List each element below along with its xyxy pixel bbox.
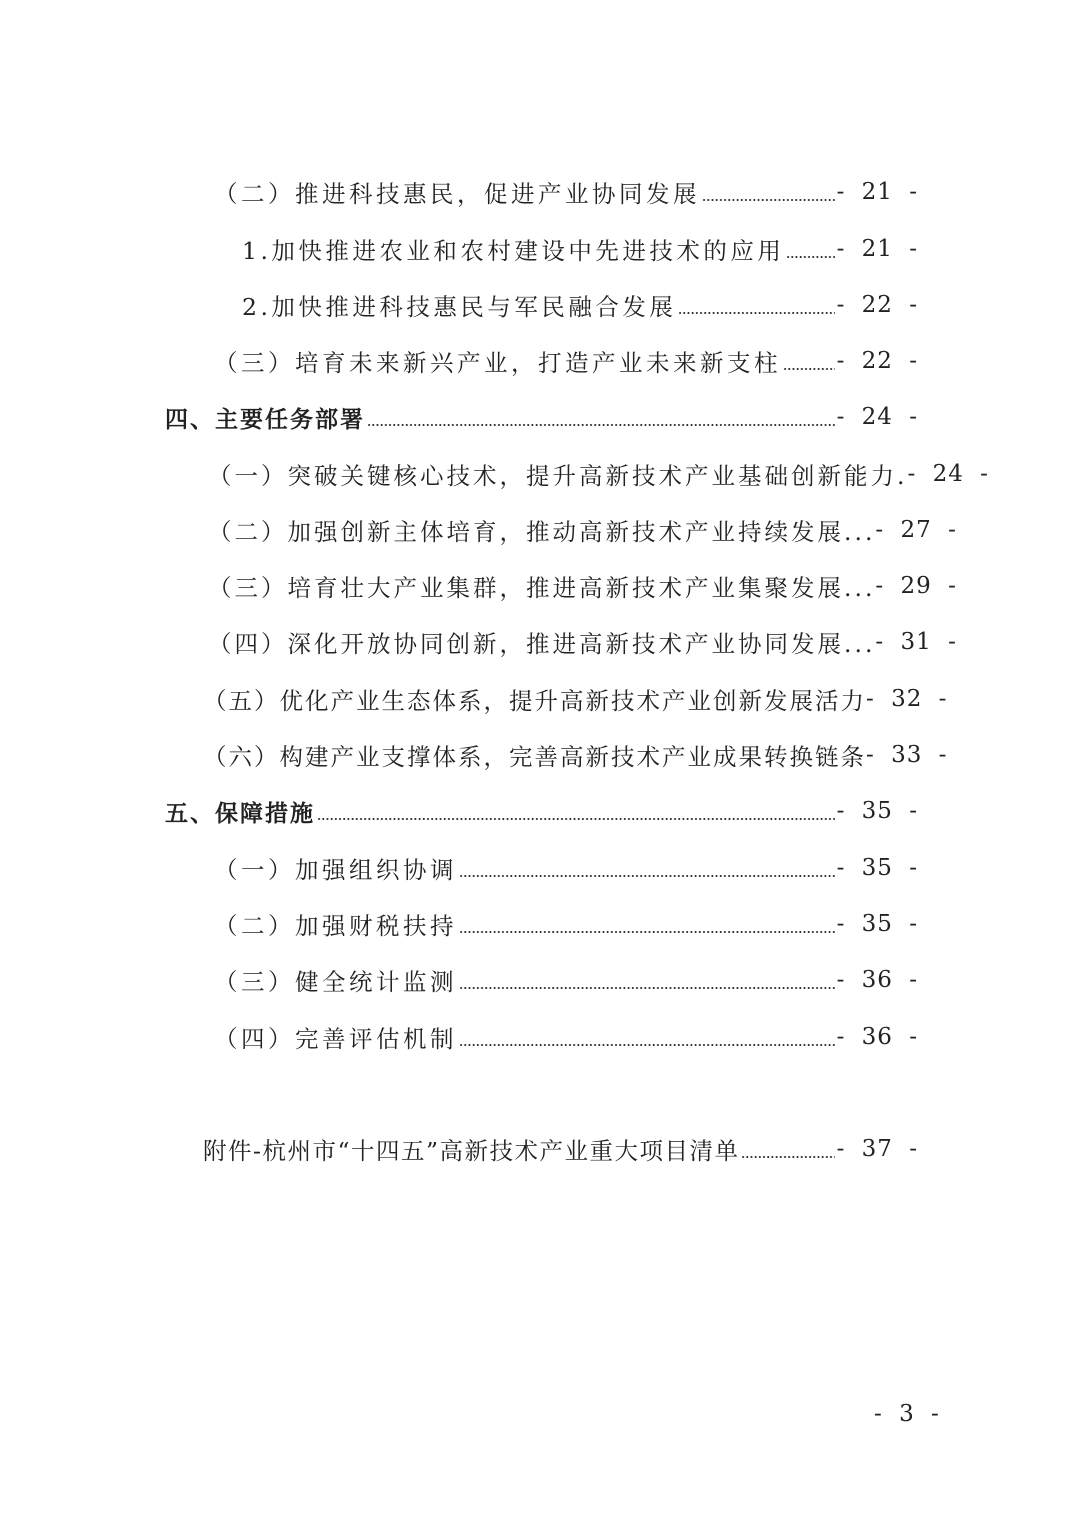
toc-entry[interactable]: [208, 510, 957, 550]
toc-entry[interactable]: [203, 679, 948, 719]
toc-entry[interactable]: [214, 341, 918, 381]
toc-entry-page: - 21 -: [836, 236, 918, 262]
toc-entry-page: - 36 -: [836, 1024, 918, 1050]
toc-entry-title: 五、保障措施: [165, 800, 315, 827]
toc-entry[interactable]: [242, 229, 918, 269]
toc-leader-dots: [459, 987, 835, 989]
toc-entry-page: - 33 -: [866, 742, 948, 768]
toc-entry-page: - 35 -: [836, 798, 918, 824]
toc-leader-dots: [459, 1044, 835, 1046]
toc-entry[interactable]: [165, 397, 918, 437]
toc-leader-dots: [459, 875, 835, 877]
toc-entry-page: - 32 -: [866, 686, 948, 712]
toc-entry[interactable]: [208, 566, 957, 606]
toc-entry-page: - 37 -: [836, 1136, 918, 1162]
toc-entry-title: （二）加强创新主体培育，推动高新技术产业持续发展...: [208, 518, 876, 546]
toc-entry-title: （五）优化产业生态体系，提升高新技术产业创新发展活力: [203, 687, 866, 715]
toc-leader-dots: [459, 931, 835, 933]
page-number: - 3 -: [874, 1401, 940, 1427]
toc-entry[interactable]: [208, 454, 989, 494]
toc-entry[interactable]: [165, 791, 918, 831]
toc-entry-title: 2.加快推进科技惠民与军民融合发展: [242, 293, 677, 321]
toc-entry-title: （六）构建产业支撑体系，完善高新技术产业成果转换链条: [203, 743, 866, 771]
toc-leader-dots: [783, 368, 835, 370]
toc-entry-page: - 27 -: [875, 517, 957, 543]
toc-entry[interactable]: [203, 1129, 918, 1169]
toc-entry-page: - 31 -: [875, 629, 957, 655]
toc-leader-dots: [317, 818, 835, 820]
toc-entry-page: - 22 -: [836, 348, 918, 374]
toc-entry-title: （四）深化开放协同创新，推进高新技术产业协同发展...: [208, 630, 876, 658]
toc-leader-dots: [741, 1156, 834, 1158]
toc-entry-title: 四、主要任务部署: [165, 406, 365, 433]
toc-leader-dots: [702, 199, 835, 201]
toc-leader-dots: [678, 312, 834, 314]
toc-entry-title: （二）加强财税扶持: [214, 912, 457, 940]
toc-entry-title: 附件-杭州市“十四五”高新技术产业重大项目清单: [203, 1137, 740, 1165]
toc-entry-title: （四）完善评估机制: [214, 1025, 457, 1053]
toc-entry[interactable]: [208, 622, 957, 662]
toc-entry-page: - 24 -: [836, 404, 918, 430]
toc-entry-title: （一）加强组织协调: [214, 856, 457, 884]
toc-entry[interactable]: [214, 848, 918, 888]
toc-entry[interactable]: [214, 172, 918, 212]
toc-entry-title: （一）突破关键核心技术，提升高新技术产业基础创新能力.: [208, 462, 908, 490]
toc-entry-page: - 36 -: [836, 967, 918, 993]
toc-entry-title: （三）培育壮大产业集群，推进高新技术产业集聚发展...: [208, 574, 876, 602]
toc-entry-title: （二）推进科技惠民，促进产业协同发展: [214, 180, 700, 208]
toc-entry-page: - 29 -: [875, 573, 957, 599]
toc-entry[interactable]: [214, 960, 918, 1000]
toc-entry[interactable]: [203, 735, 948, 775]
toc-entry-page: - 21 -: [836, 179, 918, 205]
toc-entry-page: - 22 -: [836, 292, 918, 318]
toc-entry-page: - 24 -: [907, 461, 989, 487]
toc-entry-page: - 35 -: [836, 855, 918, 881]
toc-leader-dots: [367, 424, 835, 426]
toc-entry-page: - 35 -: [836, 911, 918, 937]
toc-entry-title: （三）健全统计监测: [214, 968, 457, 996]
toc-entry[interactable]: [214, 1017, 918, 1057]
toc-entry[interactable]: [214, 904, 918, 944]
toc-entry[interactable]: [242, 285, 918, 325]
toc-entry-title: （三）培育未来新兴产业，打造产业未来新支柱: [214, 349, 781, 377]
toc-leader-dots: [786, 256, 834, 258]
toc-entry-title: 1.加快推进农业和农村建设中先进技术的应用: [242, 237, 785, 265]
